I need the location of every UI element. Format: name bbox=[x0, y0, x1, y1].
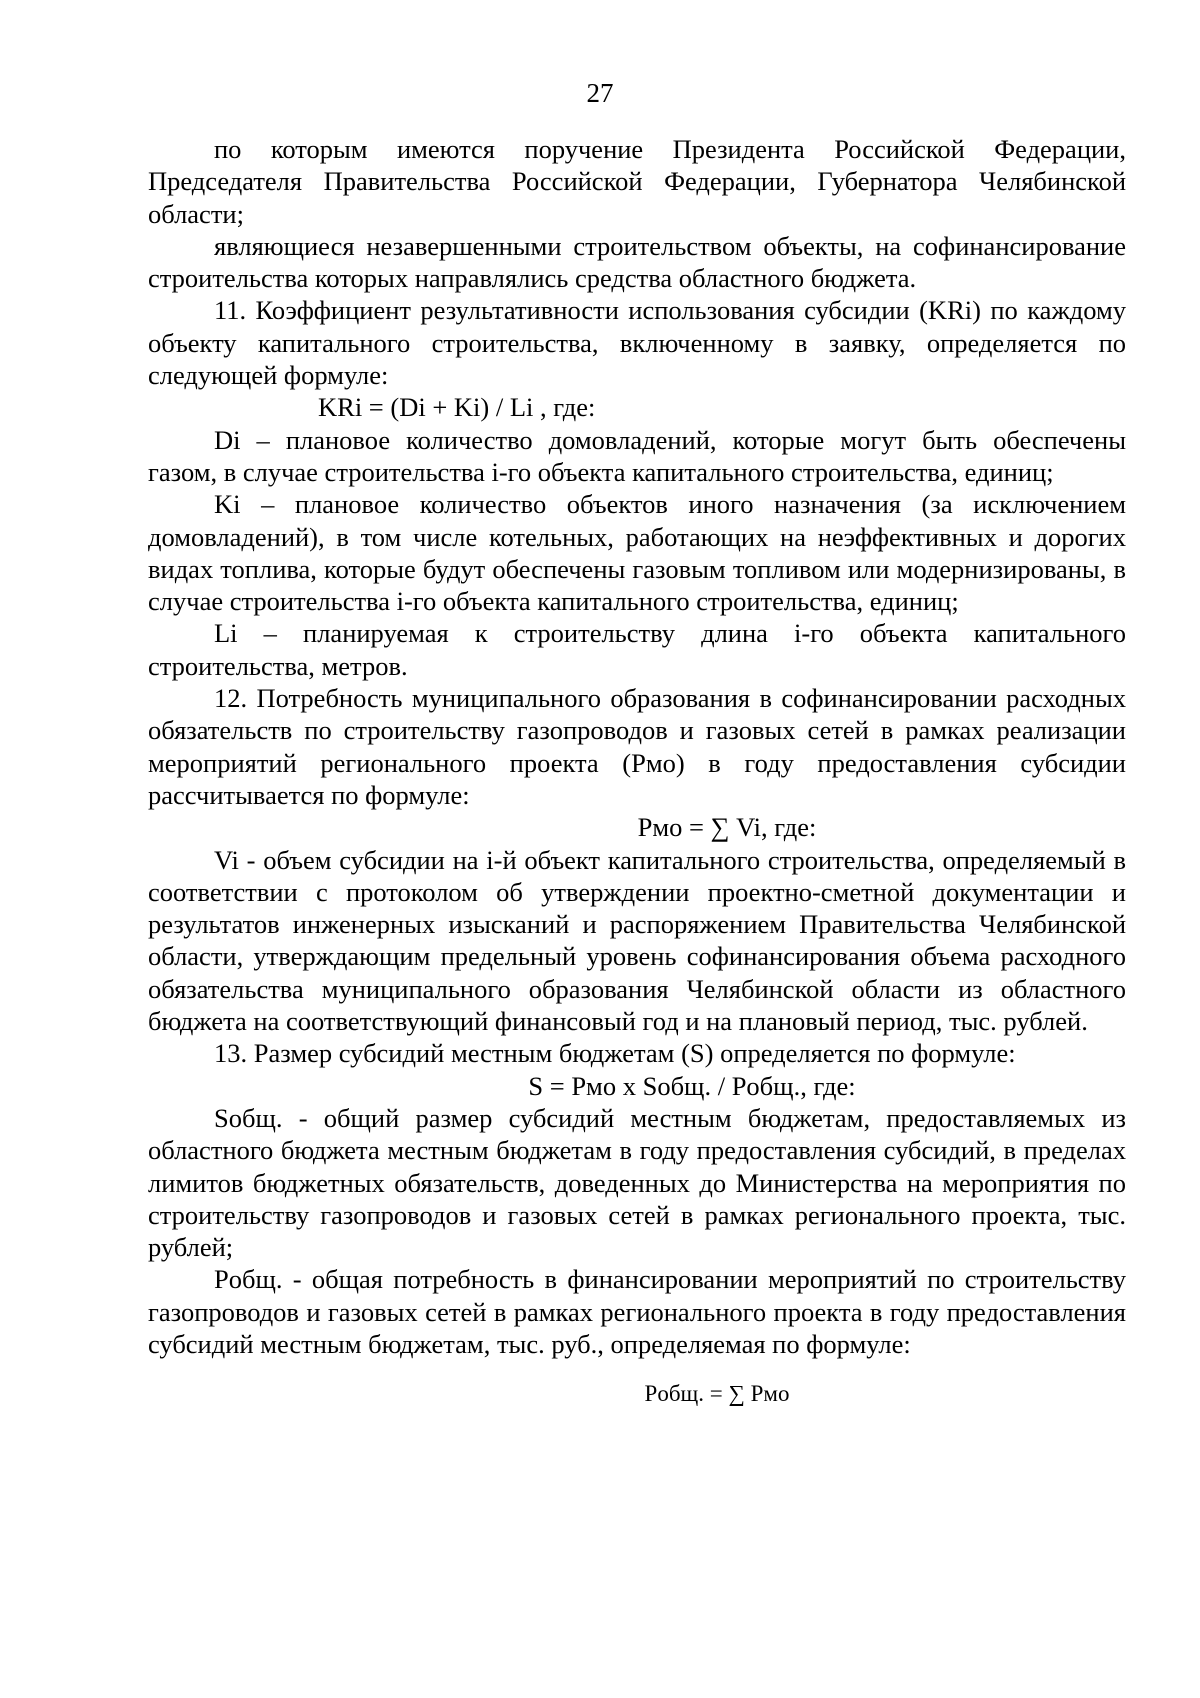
formula-p-total: Pобщ. = ∑ Pмо bbox=[644, 1381, 790, 1407]
paragraph-11-coefficient: 11. Коэффициент результативности использования субсидии (KRi) по каждому объекту капитального строительства, включенному в заявку, определяется по следующей формуле: bbox=[148, 295, 1126, 391]
definition-p-total: Pобщ. - общая потребность в финансировании мероприятий по строительству газопроводов и газовых сетей в рамках регионального проекта в году предоставления субсидий местным бюджетам, тыс. руб., определяемая по формуле: bbox=[148, 1264, 1126, 1359]
paragraph-12-need: 12. Потребность муниципального образования в софинансировании расходных обязательств по строительству газопроводов и газовых сетей в рамках реализации мероприятий регионального проекта (Pмо) в году предоставления субсидии рассчитывается по формуле: bbox=[148, 683, 1126, 810]
paragraph-unfinished-objects: являющиеся незавершенными строительством объекты, на софинансирование строительства которых направлялись средства областного бюджета. bbox=[148, 230, 1126, 294]
page-number: 27 bbox=[586, 78, 614, 108]
formula-kr: KRi = (Di + Ki) / Li , где: bbox=[318, 392, 596, 423]
definition-k: Ki – плановое количество объектов иного назначения (за исключением домовладений), в том числе котельных, работающих на неэффективных и дорогих видах топлива, которые будут обеспечены газовым топливом или модернизированы, в случае строительства i-го объекта капитального строительства, единиц; bbox=[148, 489, 1126, 617]
formula-s: S = Pмо x Sобщ. / Pобщ., где: bbox=[528, 1070, 856, 1101]
definition-v: Vi - объем субсидии на i-й объект капитального строительства, определяемый в соответствии с протоколом об утверждении проектно-сметной документации и результатов инженерных изысканий и распоряжением Правительства Челябинской области, утверждающим предельный уровень софинансирования объема расходного обязательства муниципального образования Челябинской области из областного бюджета на соответствующий финансовый год и на плановый период, тыс. рублей. bbox=[148, 844, 1126, 1037]
document-body bbox=[148, 133, 1126, 1411]
definition-d: Di – плановое количество домовладений, которые могут быть обеспечены газом, в случае строительства i-го объекта капитального строительства, единиц; bbox=[148, 424, 1126, 487]
paragraph-13-subsidy-size: 13. Размер субсидий местным бюджетам (S) определяется по формуле: bbox=[214, 1038, 1016, 1069]
paragraph-instructions-clause: по которым имеются поручение Президента Российской Федерации, Председателя Правительства Российской Федерации, Губернатора Челябинской области; bbox=[148, 134, 1126, 229]
definition-l: Li – планируемая к строительству длина i-го объекта капитального строительства, метров. bbox=[148, 618, 1126, 681]
formula-pmo: Pмо = ∑ Vi, где: bbox=[637, 812, 817, 843]
definition-s-total: Sобщ. - общий размер субсидий местным бюджетам, предоставляемых из областного бюджета местным бюджетам в году предоставления субсидий, в пределах лимитов бюджетных обязательств, доведенных до Министерства на мероприятия по строительству газопроводов и газовых сетей в рамках регионального проекта, тыс. рублей; bbox=[148, 1102, 1126, 1263]
